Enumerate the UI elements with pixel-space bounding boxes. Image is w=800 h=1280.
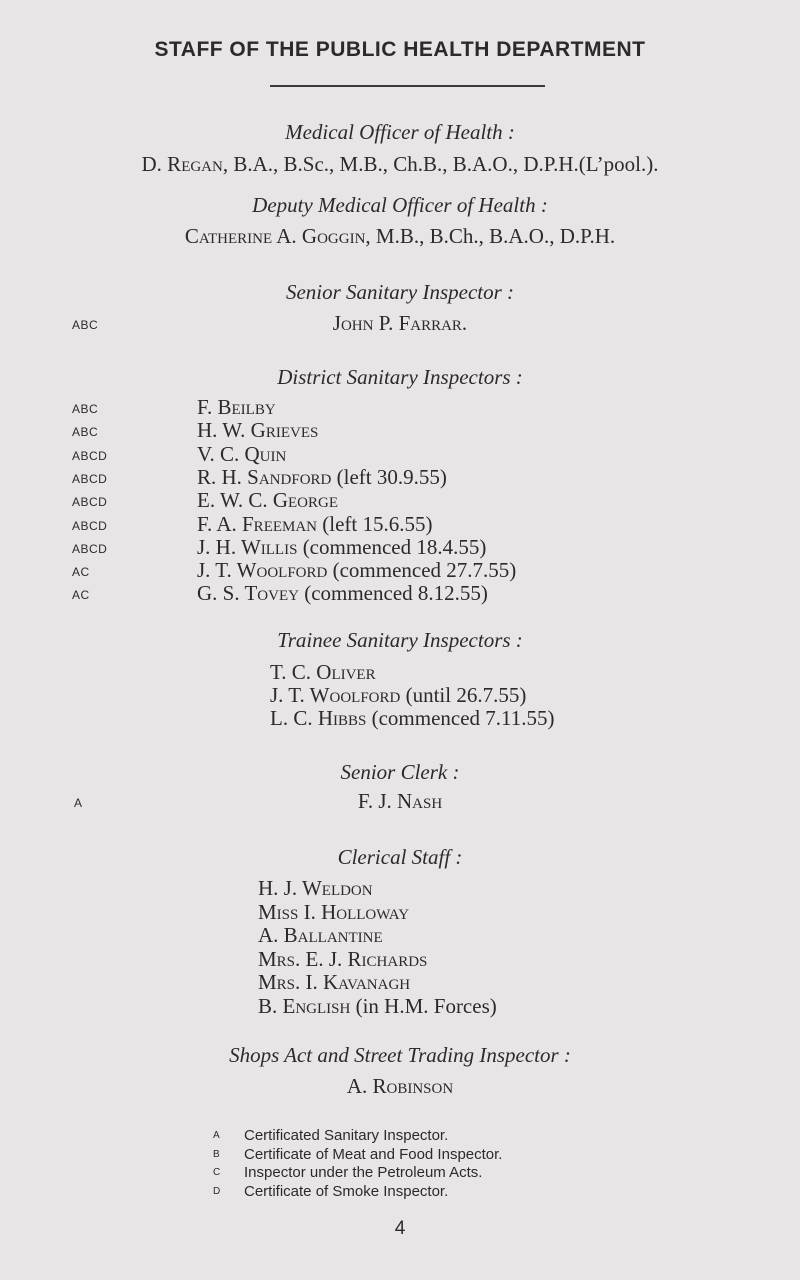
staff-entry bbox=[197, 418, 318, 443]
staff-name: J. T. Woolford bbox=[270, 683, 401, 707]
staff-note: (commenced 7.11.55) bbox=[366, 706, 555, 730]
staff-entry bbox=[270, 706, 555, 731]
dmoh-name bbox=[0, 224, 800, 249]
staff-note: (commenced 18.4.55) bbox=[297, 534, 487, 559]
staff-note: (left 30.9.55) bbox=[331, 464, 447, 489]
footnote-letter: D bbox=[213, 1185, 221, 1197]
staff-note: (in H.M. Forces) bbox=[350, 993, 497, 1018]
staff-name: L. C. Hibbs bbox=[270, 706, 367, 730]
staff-entry bbox=[197, 581, 488, 606]
footnote-text: Certificate of Smoke Inspector. bbox=[244, 1182, 449, 1200]
staff-note: (until 26.7.55) bbox=[400, 683, 527, 707]
qualification-code: ABCD bbox=[72, 518, 108, 533]
senior-inspector-name: John P. Farrar. bbox=[332, 311, 468, 335]
page-number: 4 bbox=[394, 1218, 406, 1239]
staff-name: E. W. C. George bbox=[197, 488, 339, 513]
qualification-code: ABC bbox=[72, 402, 99, 416]
qualification-code: ABCD bbox=[72, 495, 108, 510]
trainee-inspectors-heading: Trainee Sanitary Inspectors : bbox=[277, 628, 523, 652]
staff-name: Miss I. Holloway bbox=[258, 899, 410, 924]
staff-name: H. W. Grieves bbox=[197, 418, 319, 443]
staff-name: G. S. Tovey bbox=[197, 581, 299, 606]
qualification-code: ABC bbox=[72, 425, 99, 440]
staff-entry bbox=[197, 442, 286, 467]
footnote-text: Certificated Sanitary Inspector. bbox=[244, 1127, 449, 1144]
footnote-text: Inspector under the Petroleum Acts. bbox=[244, 1164, 483, 1181]
staff-note: (left 15.6.55) bbox=[317, 511, 433, 536]
staff-entry bbox=[270, 660, 376, 685]
staff-name: R. H. Sandford bbox=[197, 464, 332, 489]
staff-entry bbox=[258, 994, 497, 1019]
dmoh-heading: Deputy Medical Officer of Health : bbox=[252, 193, 548, 217]
shops-inspector-name: A. Robinson bbox=[346, 1074, 454, 1098]
district-inspectors-heading: District Sanitary Inspectors : bbox=[277, 365, 523, 389]
qualification-code: ABCD bbox=[72, 541, 108, 556]
staff-name: B. English bbox=[258, 993, 351, 1018]
staff-entry bbox=[197, 558, 516, 583]
staff-name: J. T. Woolford bbox=[197, 558, 328, 583]
staff-entry bbox=[197, 395, 276, 420]
staff-name: Mrs. E. J. Richards bbox=[258, 946, 428, 971]
dmoh-qualifications: M.B., B.Ch., B.A.O., D.P.H. bbox=[370, 224, 616, 248]
staff-name: Mrs. I. Kavanagh bbox=[258, 970, 411, 994]
staff-name: F. A. Freeman bbox=[197, 511, 318, 536]
staff-note: (commenced 8.12.55) bbox=[298, 581, 488, 606]
staff-entry bbox=[258, 947, 427, 972]
staff-entry bbox=[197, 512, 433, 537]
moh-qualifications: B.A., B.Sc., M.B., Ch.B., B.A.O., D.P.H.(L’pool.). bbox=[228, 152, 659, 176]
footnote-letter: B bbox=[213, 1148, 220, 1160]
staff-entry bbox=[258, 876, 373, 901]
senior-clerk-code: A bbox=[74, 796, 83, 810]
senior-inspector-code: ABC bbox=[72, 318, 99, 332]
footnote-letter: C bbox=[213, 1167, 221, 1178]
staff-name: H. J. Weldon bbox=[258, 876, 373, 900]
staff-entry bbox=[258, 900, 409, 925]
senior-clerk-heading: Senior Clerk : bbox=[340, 760, 460, 784]
qualification-code: AC bbox=[72, 588, 90, 603]
staff-name: V. C. Quin bbox=[197, 441, 287, 466]
qualification-code: AC bbox=[72, 565, 90, 580]
staff-entry bbox=[258, 923, 383, 948]
moh-surname: D. Regan, bbox=[141, 152, 229, 176]
senior-inspector-heading: Senior Sanitary Inspector : bbox=[285, 280, 515, 304]
moh-name bbox=[0, 152, 800, 177]
shops-inspector-heading: Shops Act and Street Trading Inspector : bbox=[229, 1043, 571, 1067]
clerical-staff-heading: Clerical Staff : bbox=[337, 845, 463, 869]
staff-note: (commenced 27.7.55) bbox=[327, 558, 517, 583]
staff-name: T. C. Oliver bbox=[270, 660, 376, 684]
title-rule bbox=[270, 85, 545, 87]
staff-name: F. Beilby bbox=[197, 395, 276, 419]
staff-entry bbox=[258, 970, 410, 995]
staff-entry bbox=[197, 535, 486, 560]
staff-name: J. H. Willis bbox=[197, 534, 298, 559]
dmoh-surname: Catherine A. Goggin, bbox=[184, 224, 371, 248]
staff-entry bbox=[197, 488, 338, 513]
senior-clerk-name: F. J. Nash bbox=[357, 789, 443, 813]
staff-entry bbox=[197, 465, 447, 490]
staff-entry bbox=[270, 683, 526, 708]
qualification-code: ABCD bbox=[72, 448, 108, 463]
page-title: STAFF OF THE PUBLIC HEALTH DEPARTMENT bbox=[154, 38, 646, 61]
footnote-text: Certificate of Meat and Food Inspector. bbox=[244, 1145, 503, 1163]
qualification-code: ABCD bbox=[72, 471, 108, 486]
footnote-letter: A bbox=[213, 1130, 220, 1141]
moh-heading: Medical Officer of Health : bbox=[285, 120, 515, 144]
staff-name: A. Ballantine bbox=[258, 923, 383, 947]
